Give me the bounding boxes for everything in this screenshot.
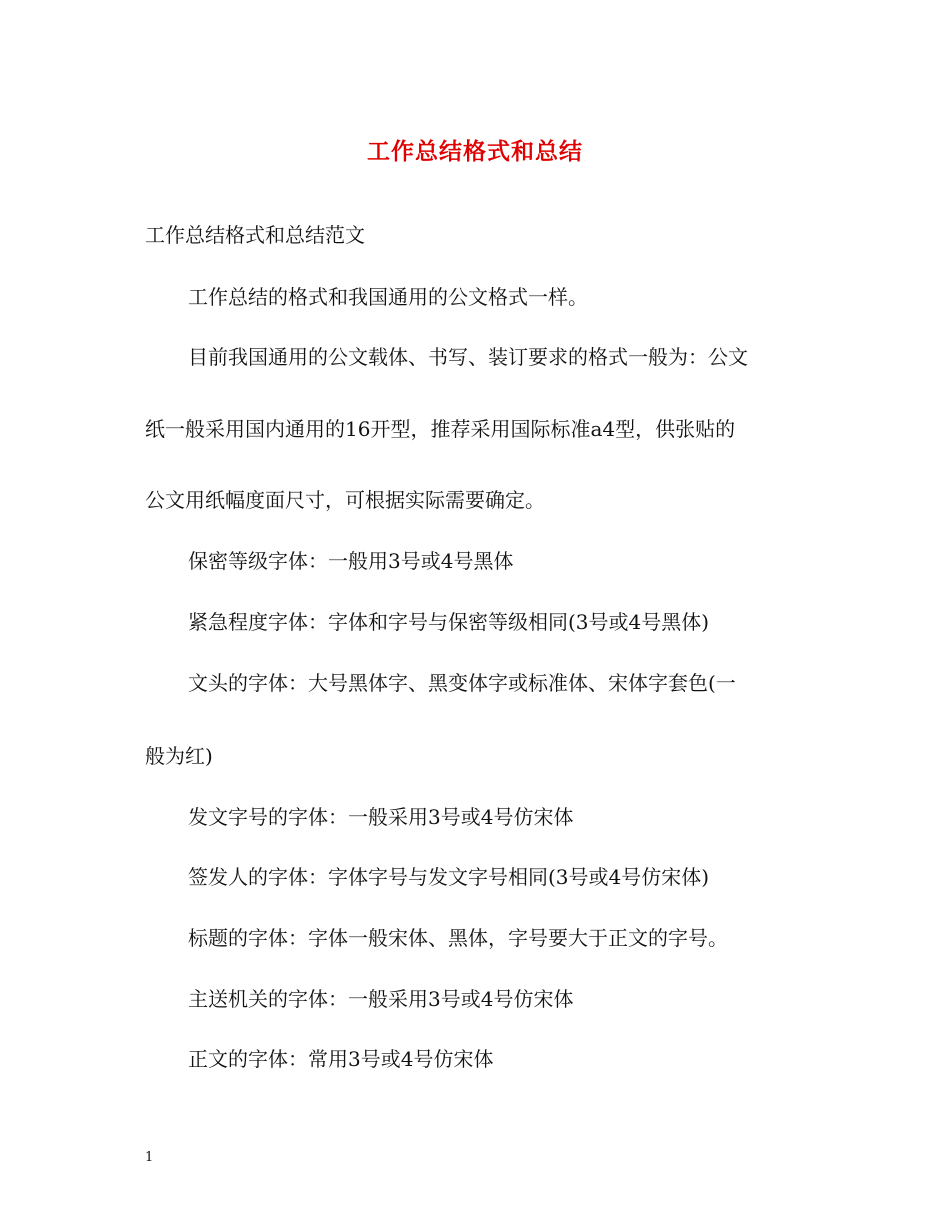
paragraph-line: 正文的字体：常用3号或4号仿宋体 (188, 1047, 494, 1071)
page-number: 1 (145, 1150, 154, 1165)
paragraph-line: 文头的字体：大号黑体字、黑变体字或标准体、宋体字套色(一 (188, 671, 736, 695)
paragraph-line: 保密等级字体：一般用3号或4号黑体 (188, 549, 514, 573)
paragraph-line: 公文用纸幅度面尺寸，可根据实际需要确定。 (145, 488, 545, 512)
paragraph-line: 发文字号的字体：一般采用3号或4号仿宋体 (188, 805, 574, 829)
paragraph-line: 般为红) (145, 744, 213, 768)
paragraph-line: 紧急程度字体：字体和字号与保密等级相同(3号或4号黑体) (188, 610, 710, 634)
paragraph-line: 工作总结的格式和我国通用的公文格式一样。 (188, 285, 588, 309)
paragraph-line: 纸一般采用国内通用的16开型，推荐采用国际标准a4型，供张贴的 (145, 417, 736, 441)
paragraph-line: 主送机关的字体：一般采用3号或4号仿宋体 (188, 987, 574, 1011)
document-title: 工作总结格式和总结 (367, 138, 583, 165)
paragraph-line: 目前我国通用的公文载体、书写、装订要求的格式一般为：公文 (188, 345, 748, 369)
paragraph-line: 签发人的字体：字体字号与发文字号相同(3号或4号仿宋体) (188, 865, 710, 889)
subtitle-line: 工作总结格式和总结范文 (145, 223, 365, 247)
paragraph-line: 标题的字体：字体一般宋体、黑体，字号要大于正文的字号。 (188, 926, 728, 950)
